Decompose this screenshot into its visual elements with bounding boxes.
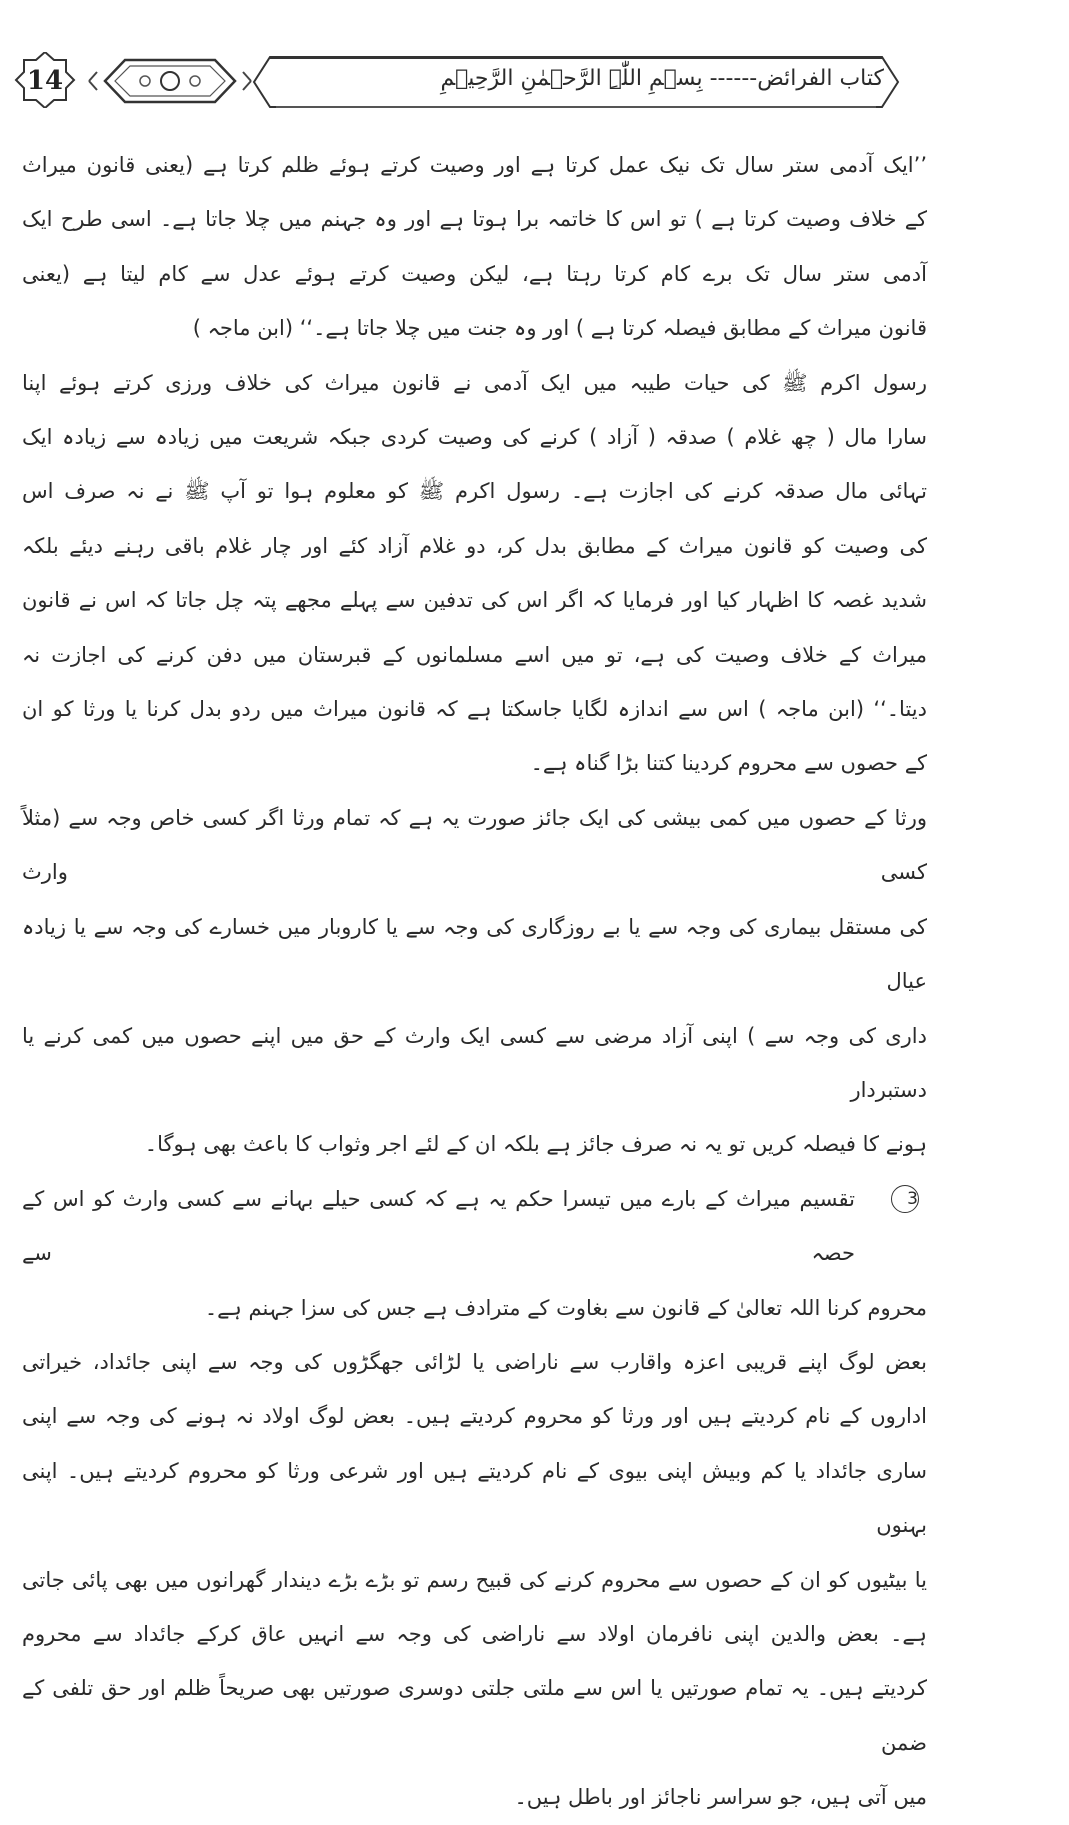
text-line: ورثا کے حصوں میں کمی بیشی کی ایک جائز صورت یہ ہے کہ تمام ورثا اگر کسی خاص وجہ سے (مثلاً کسی وارث bbox=[22, 805, 927, 885]
text-line: ہے۔ بعض والدین اپنی نافرمان اولاد سے ناراضی کی وجہ سے انہیں عاق کرکے جائداد سے محروم bbox=[22, 1621, 927, 1646]
text-line: کی مستقل بیماری کی وجہ سے یا بے روزگاری کی وجہ سے یا کاروبار میں خسارے کی وجہ سے یا زیادہ عیال bbox=[22, 914, 927, 994]
header-rule-bottom bbox=[270, 106, 882, 108]
text-line: کے حصوں سے محروم کردینا کتنا بڑا گناہ ہے۔ bbox=[530, 751, 927, 776]
header-ornament-icon bbox=[85, 54, 255, 108]
text-line: کے خلاف وصیت کرتا ہے ) تو اس کا خاتمہ برا ہوتا ہے اور وہ جہنم میں چلا جاتا ہے۔ اسی طرح ایک bbox=[22, 207, 927, 232]
text-line: اداروں کے نام کردیتے ہیں اور ورثا کو محروم کردیتے ہیں۔ بعض لوگ اولاد نہ ہونے کی وجہ سے اپنی bbox=[22, 1404, 927, 1429]
paragraph-number-marker: 3 bbox=[891, 1185, 919, 1213]
text-line: یا بیٹیوں کو ان کے حصوں سے محروم کرنے کی قبیح رسم تو بڑے بڑے دیندار گھرانوں میں بھی پائی جاتی bbox=[22, 1567, 927, 1592]
text-line: محروم کرنا اللہ تعالیٰ کے قانون سے بغاوت کے مترادف ہے جس کی سزا جہنم ہے۔ bbox=[204, 1295, 927, 1320]
text-line: دیتا۔‘‘ (ابن ماجہ ) اس سے اندازہ لگایا جاسکتا ہے کہ قانون میراث میں ردو بدل کرنا یا ورثا کو ان bbox=[22, 697, 927, 722]
body-text bbox=[22, 138, 927, 1825]
text-line: داری کی وجہ سے ) اپنی آزاد مرضی سے کسی ایک وارث کے حق میں اپنے حصوں میں کمی کرنے یا دستبردار bbox=[22, 1023, 927, 1102]
text-line: رسول اکرم ﷺ کی حیات طیبہ میں ایک آدمی نے قانون میراث کی خلاف ورزی کرتے ہوئے اپنا bbox=[22, 370, 927, 395]
text-line: سارا مال ( چھ غلام ) صدقہ ( آزاد ) کرنے کی وصیت کردی جبکہ شریعت میں زیادہ سے زیادہ ایک bbox=[22, 425, 927, 450]
text-line: شدید غصہ کا اظہار کیا اور فرمایا کہ اگر اس کی تدفین سے پہلے مجھے پتہ چل جاتا کہ اس نے قانون bbox=[22, 588, 927, 613]
text-line: کردیتے ہیں۔ یہ تمام صورتیں یا اس سے ملتی جلتی دوسری صورتیں بھی صریحاً ظلم اور حق تلفی کے ضمن bbox=[22, 1676, 927, 1755]
text-line-with-marker bbox=[22, 1172, 927, 1281]
text-line: ہونے کا فیصلہ کریں تو یہ نہ صرف جائز ہے بلکہ ان کے لئے اجر وثواب کا باعث بھی ہوگا۔ bbox=[144, 1132, 927, 1157]
text-line: تہائی مال صدقہ کرنے کی اجازت ہے۔ رسول اکرم ﷺ کو معلوم ہوا تو آپ ﷺ نے نہ صرف اس bbox=[22, 479, 927, 504]
text-line: میں آتی ہیں، جو سراسر ناجائز اور باطل ہیں۔ bbox=[514, 1785, 927, 1810]
text-line: کی وصیت کو قانون میراث کے مطابق بدل کر، دو غلام آزاد کئے اور چار غلام باقی رہنے دیئے بلکہ bbox=[22, 533, 927, 558]
page-number: 14 bbox=[26, 66, 64, 96]
page-number-badge bbox=[14, 52, 76, 108]
text-line: ’’ایک آدمی ستر سال تک نیک عمل کرتا ہے اور وصیت کرتے ہوئے ظلم کرتا ہے (یعنی قانون میراث bbox=[22, 153, 927, 177]
text-line: قانون میراث کے مطابق فیصلہ کرتا ہے ) اور وہ جنت میں چلا جاتا ہے۔‘‘ (ابن ماجہ ) bbox=[192, 316, 927, 341]
text-line: بعض لوگ اپنے قریبی اعزہ واقارب سے ناراضی یا لڑائی جھگڑوں کی وجہ سے اپنی جائداد، خیراتی bbox=[22, 1349, 927, 1374]
text-line: تقسیم میراث کے بارے میں تیسرا حکم یہ ہے کہ کسی حیلے بہانے سے کسی وارث کو اس کے حصہ سے bbox=[22, 1186, 855, 1266]
header-end-cap-left bbox=[252, 56, 276, 108]
page-header bbox=[0, 40, 1069, 120]
text-line: آدمی ستر سال تک برے کام کرتا رہتا ہے، لیکن وصیت کرتے ہوئے عدل سے کام لیتا ہے (یعنی bbox=[22, 261, 927, 286]
text-line: ساری جائداد یا کم وبیش اپنی بیوی کے نام کردیتے ہیں اور شرعی ورثا کو محروم کردیتے ہیں۔ اپنی بہنوں bbox=[22, 1458, 927, 1538]
header-rule bbox=[270, 56, 882, 59]
running-title: کتاب الفرائض------ بِسۡمِ اللّٰہِ الرَّحۡمٰنِ الرَّحِیۡمِ bbox=[440, 66, 884, 91]
text-line: میراث کے خلاف وصیت کی ہے، تو میں اسے مسلمانوں کے قبرستان میں دفن کرنے کی اجازت نہ bbox=[22, 642, 927, 667]
